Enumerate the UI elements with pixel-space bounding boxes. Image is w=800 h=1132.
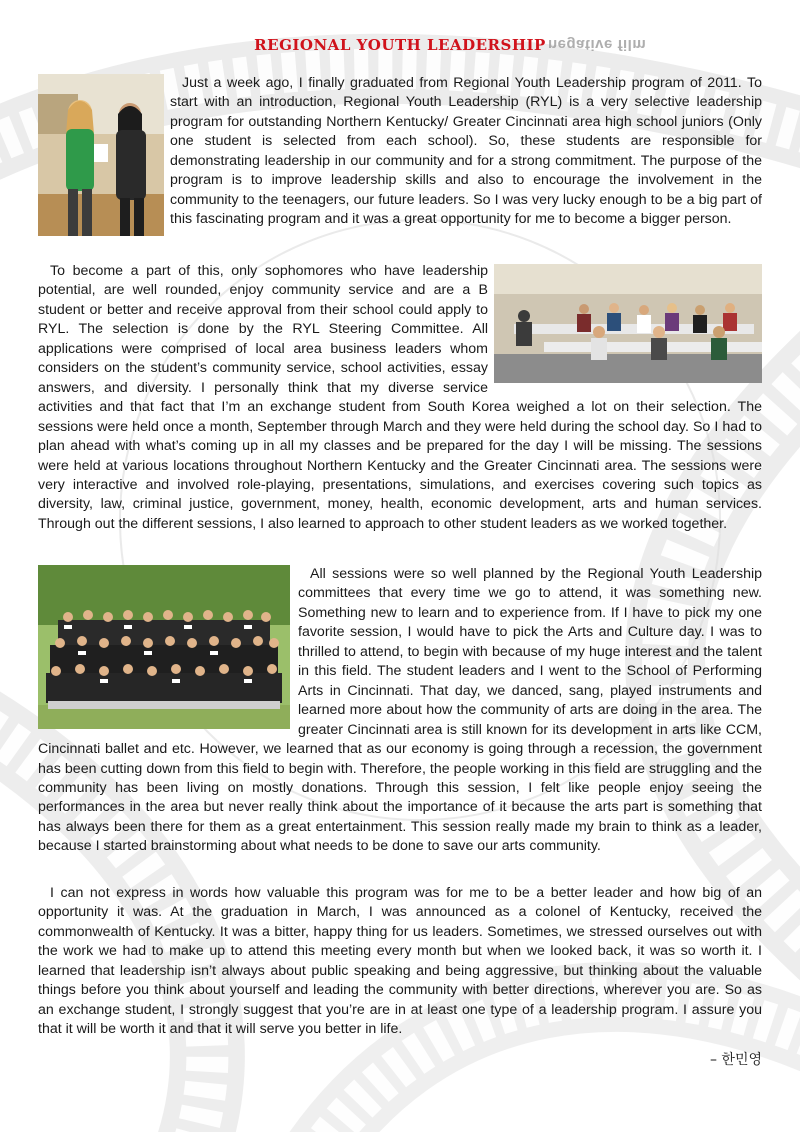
paragraph-4 bbox=[38, 884, 762, 1040]
paragraph-3 bbox=[38, 565, 762, 857]
photo-students-presenting bbox=[38, 74, 164, 236]
photo-group-outdoors bbox=[38, 565, 290, 729]
paragraph-1 bbox=[38, 74, 762, 238]
paragraph-2-text: To become a part of this, only sophomores who have leadership potential, are well rounded, enjoy community service and are a B student or better and receive approval from their school could apply to RYL. The selection is done by the RYL Steering Committee. All applications were comprised of local area business leaders whom considers on the student’s community service, school activities, essay answers, and diversity. I personally think that my diverse service activities and that fact that I’m an exchange student from South Korea weighed a lot on their selection. The sessions were held once a month, September through March and they were held during the school day. So I had to plan ahead with what’s coming up in all my classes and be prepared for the day I will be missing. The sessions were held at various locations throughout Northern Kentucky and the Greater Cincinnati area. The sessions were very interactive and involved role-playing, presentations, simulations, and exercises covering such topics as diversity, law, criminal justice, government, money, health, economic development, arts and human services. Through out the different sessions, I also learned to approach to other student leaders as we worked together. bbox=[38, 263, 762, 532]
article-title: REGIONAL YOUTH LEADERSHIP bbox=[254, 36, 546, 54]
paragraph-3-text: All sessions were so well planned by the Regional Youth Leadership committees that every time we go to attend, it was something new. Something new to learn and to experience from. If I have to pick my one favorite session, I would have to pick the Arts and Culture day. I was to thrilled to attend, to begin with because of my huge interest and the talent in this field. The student leaders and I went to the School of Performing Arts in Cincinnati. That day, we danced, sang, played instruments and learned more about how the community of arts are doing in the area. The greater Cincinnati area is still known for its development in arts like CCM, Cincinnati ballet and etc. However, we learned that as our economy is going through a recession, the government has been cutting down from this field to begin with. Therefore, the people working in this field are struggling and the community has been living on mostly donations. Through this session, I felt like people enjoy seeing the performances in the area but never really think about the importance of it because the arts part is something that has always been there for them as a great entertainment. This session really made my brain to think as a leader, because I started brainstorming about what needs to be done to save our arts community. bbox=[38, 566, 762, 855]
watermark-mirrored-text: negative film bbox=[548, 36, 647, 53]
photo-classroom-session bbox=[494, 264, 762, 383]
paragraph-2 bbox=[38, 262, 762, 534]
paragraph-4-text: I can not express in words how valuable this program was for me to be a better leader and how big of an opportunity it was. At the graduation in March, I was announced as a colonel of Kentucky, received the commonwealth of Kentucky. It was a bitter, happy thing for us leaders. Sometimes, we stressed ourselves out with the work we had to make up to attend this meeting every month but when we looked back, it was so worth it. I learned that leadership isn’t always about public speaking and being aggressive, but thinking about the valuable things before you think about yourself and leading the community with better directions, wherever you are. So as an exchange student, I strongly suggest that you’re are in at least one type of a leadership program. I assure you that it will be worth it and that it will serve you better in life. bbox=[38, 885, 762, 1038]
paragraph-1-text: Just a week ago, I finally graduated from Regional Youth Leadership program of 2011. To start with an introduction, Regional Youth Leadership (RYL) is a very selective leadership program for outstanding Northern Kentucky/ Greater Cincinnati area high school juniors (Only one student is selected from each school). So, these students are responsible for demonstrating leadership in our community and for a strong commitment. The purpose of the program is to improve leadership skills and also to encourage the involvement in the community to the teenagers, our future leaders. So I was very lucky enough to be a big part of this fascinating program and it was a great opportunity for me to become a bigger person. bbox=[170, 75, 762, 228]
author-signature: – 한민영 bbox=[709, 1052, 762, 1068]
